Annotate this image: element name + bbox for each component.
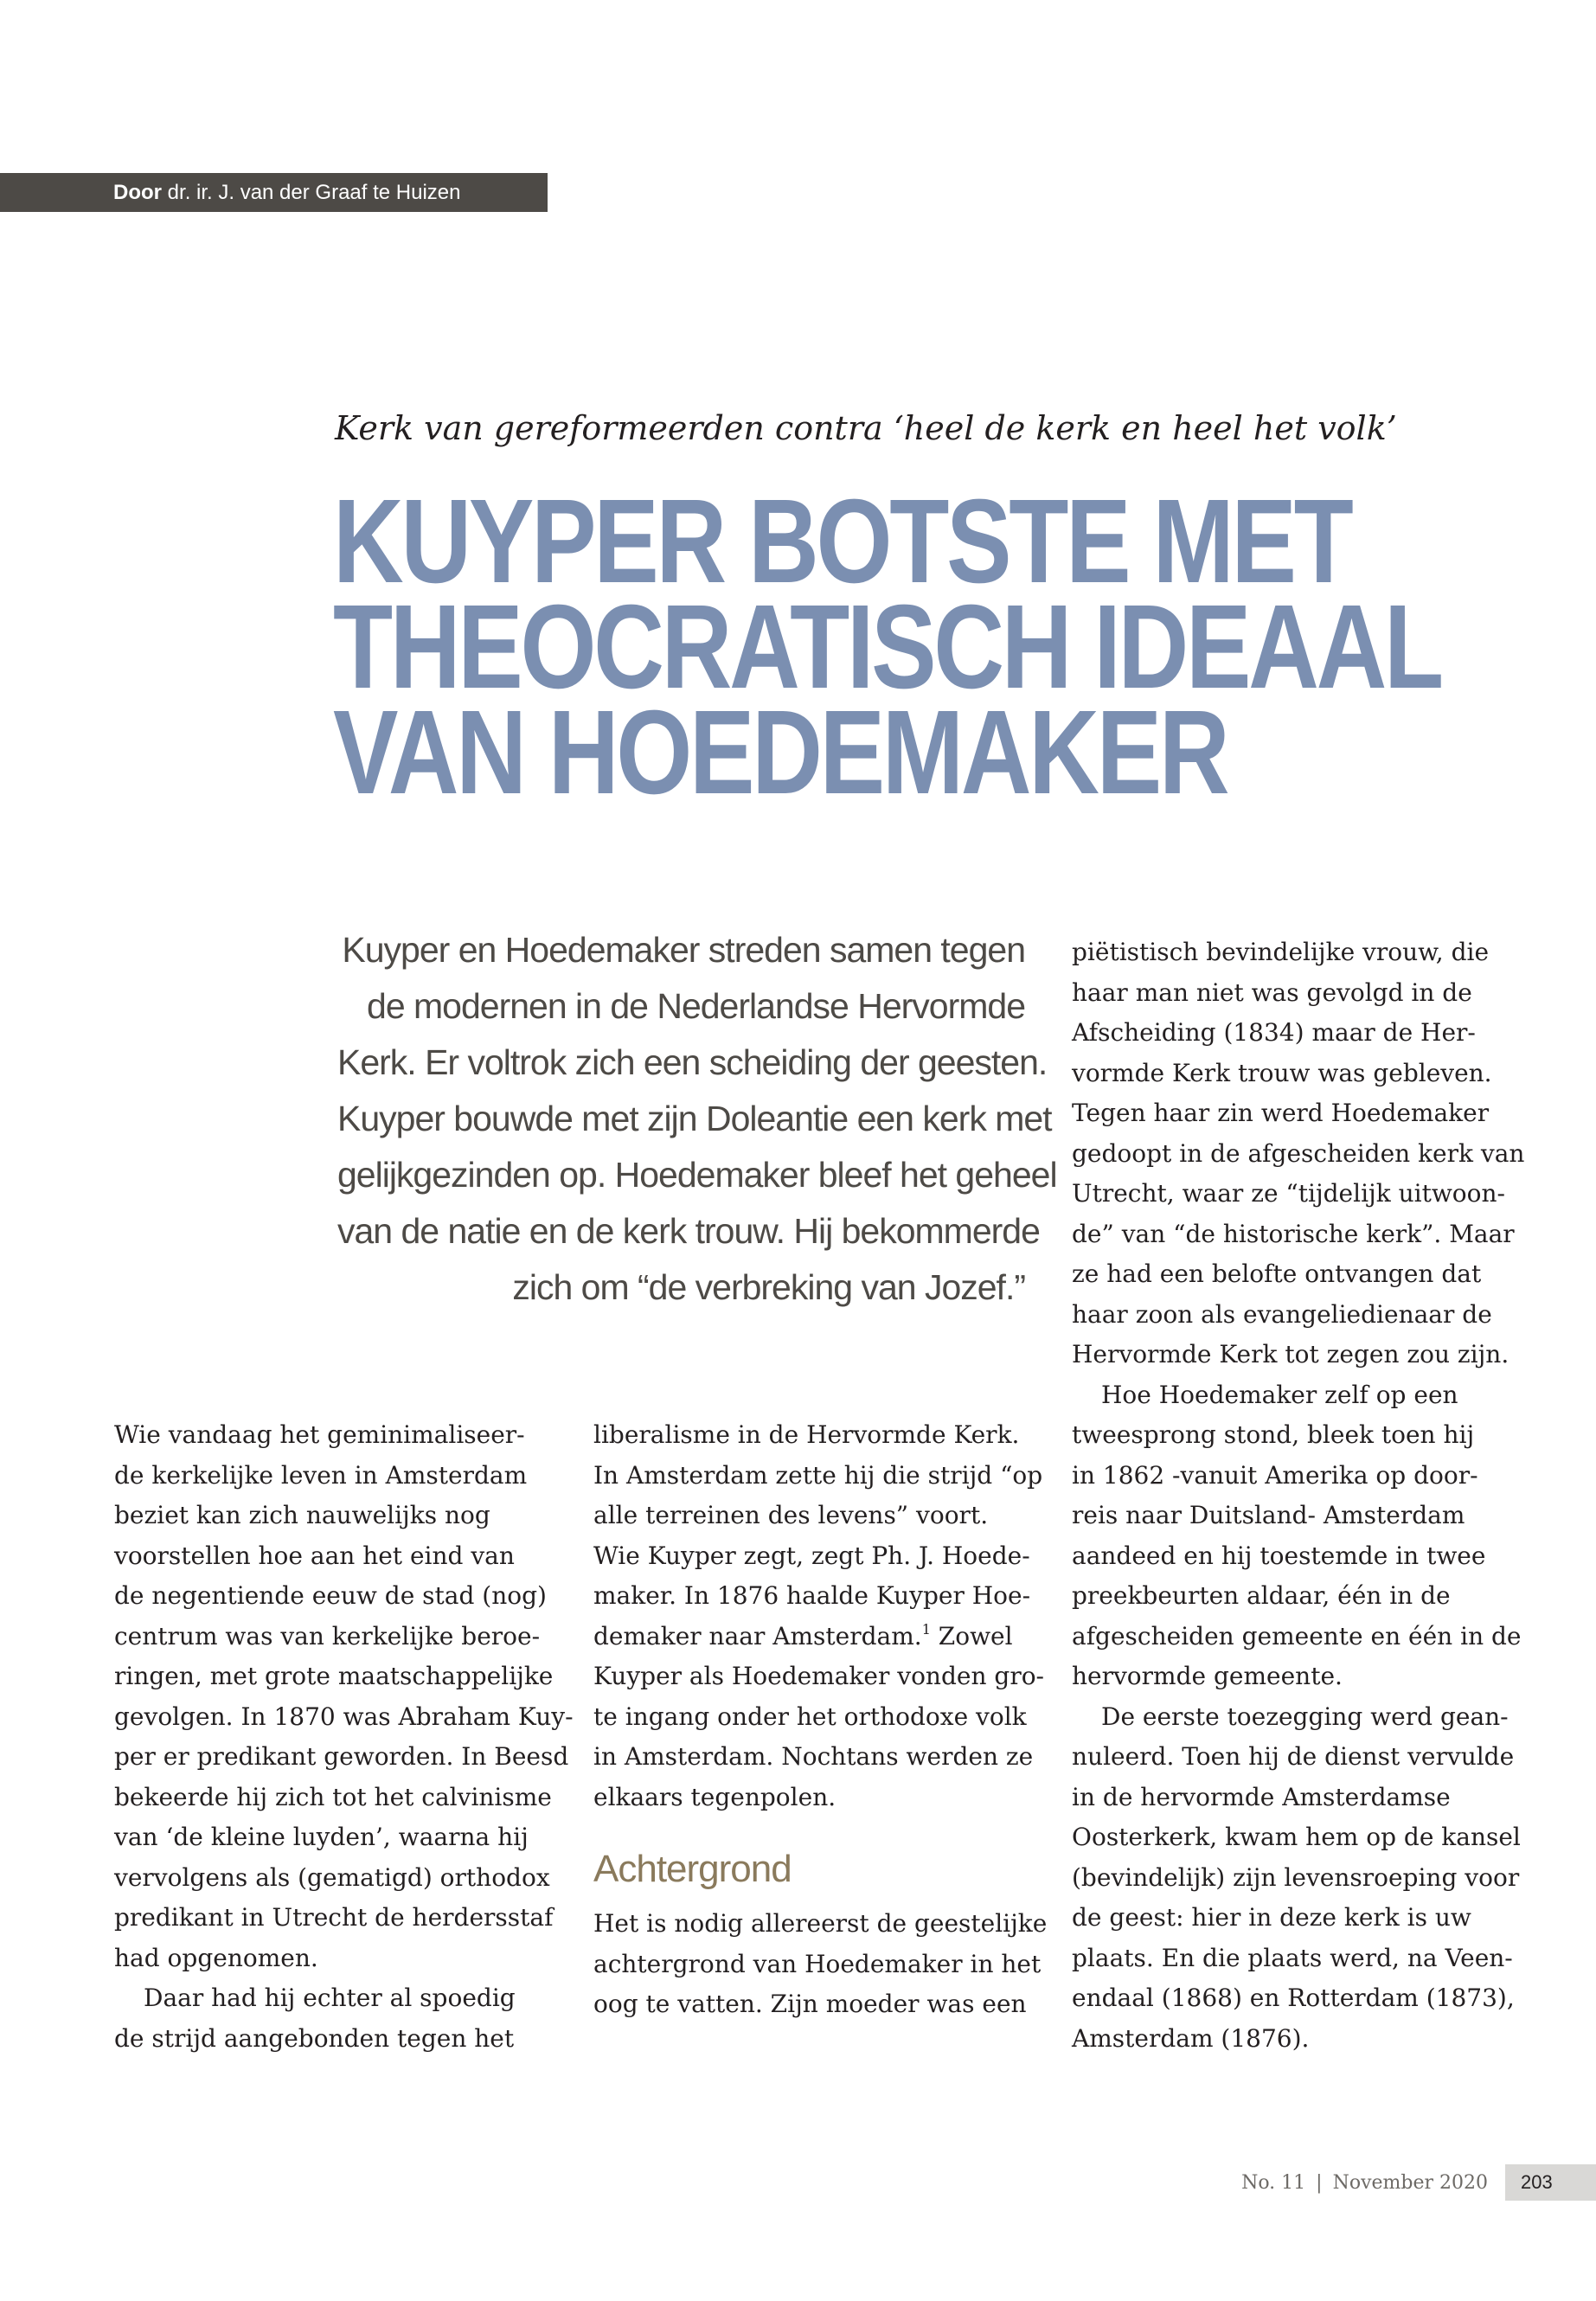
body-line: de” van “de historische kerk”. Maar <box>1072 1219 1515 1248</box>
intro-line: Kerk. Er voltrok zich een scheiding der geesten. <box>337 1042 1048 1082</box>
body-line: gedoopt in de afgescheiden kerk van <box>1072 1138 1525 1168</box>
body-line: reis naar Duitsland- Amsterdam <box>1072 1501 1465 1529</box>
body-column-1 <box>114 1415 574 2059</box>
body-line: vormde Kerk trouw was gebleven. <box>1072 1058 1492 1087</box>
body-column-3 <box>1072 933 1525 2059</box>
body-line: vervolgens als (gematigd) orthodox <box>114 1862 550 1892</box>
body-line: piëtistisch bevindelijke vrouw, die <box>1072 938 1490 966</box>
body-line: Daar had hij echter al spoedig <box>144 1984 516 2012</box>
body-line: aandeed en hij toestemde in twee <box>1072 1541 1486 1570</box>
headline-line: KUYPER BOTSTE MET <box>333 475 1351 608</box>
page-footer <box>1241 2164 1596 2201</box>
body-line: gevolgen. In 1870 was Abraham Kuy- <box>114 1702 574 1731</box>
intro-line: zich om “de verbreking van Jozef.” <box>512 1267 1025 1307</box>
body-line: had opgenomen. <box>114 1943 318 1972</box>
body-line <box>593 1617 1026 1657</box>
body-line: Afscheiding (1834) maar de Her- <box>1072 1018 1476 1047</box>
body-line: De eerste toezegging werd gean- <box>1101 1702 1509 1731</box>
body-line: per er predikant geworden. In Beesd <box>114 1742 569 1771</box>
body-line: Kuyper als Hoedemaker vonden gro- <box>593 1662 1045 1690</box>
body-text: demaker naar Amsterdam. <box>593 1621 922 1650</box>
body-line: ze had een belofte ontvangen dat <box>1072 1259 1482 1288</box>
body-line: plaats. En die plaats werd, na Veen- <box>1072 1943 1513 1972</box>
headline-line: VAN HOEDEMAKER <box>333 686 1227 819</box>
body-line: alle terreinen des levens” voort. <box>593 1501 989 1529</box>
body-line: liberalisme in de Hervormde Kerk. <box>593 1420 1020 1449</box>
body-line: elkaars tegenpolen. <box>593 1782 836 1811</box>
intro-line: van de natie en de kerk trouw. Hij bekommerde <box>337 1211 1040 1251</box>
article-kicker: Kerk van gereformeerden contra ‘heel de kerk en heel het volk’ <box>335 409 1397 447</box>
page-number: 203 <box>1505 2164 1596 2201</box>
body-line: beziet kan zich nauwelijks nog <box>114 1501 490 1529</box>
body-line: in 1862 -vanuit Amerika op door- <box>1072 1460 1478 1490</box>
body-line: de geest: hier in deze kerk is uw <box>1072 1903 1471 1932</box>
author-byline <box>0 173 548 212</box>
body-line: Wie Kuyper zegt, zegt Ph. J. Hoede- <box>593 1541 1030 1570</box>
body-line: centrum was van kerkelijke beroe- <box>114 1621 541 1650</box>
body-line: hervormde gemeente. <box>1072 1662 1343 1690</box>
body-line: nuleerd. Toen hij de dienst vervulde <box>1072 1742 1515 1771</box>
body-line: in Amsterdam. Nochtans werden ze <box>593 1742 1034 1771</box>
body-line: Hervormde Kerk tot zegen zou zijn. <box>1072 1340 1509 1368</box>
body-line: van ‘de kleine luyden’, waarna hij <box>114 1823 529 1851</box>
intro-line: Kuyper bouwde met zijn Doleantie een kerk met <box>337 1099 1052 1138</box>
body-line: Amsterdam (1876). <box>1072 2023 1310 2053</box>
body-line: de kerkelijke leven in Amsterdam <box>114 1460 528 1490</box>
body-line: in de hervormde Amsterdamse <box>1072 1782 1451 1811</box>
body-line: In Amsterdam zette hij die strijd “op <box>593 1460 1043 1490</box>
body-line: Het is nodig allereerst de geestelijke <box>593 1909 1048 1938</box>
headline-line: THEOCRATISCH IDEAAL <box>333 580 1441 714</box>
body-line: Utrecht, waar ze “tijdelijk uitwoon- <box>1072 1179 1506 1208</box>
body-line: bekeerde hij zich tot het calvinisme <box>114 1782 552 1811</box>
body-line: Wie vandaag het geminimaliseer- <box>114 1420 525 1449</box>
body-line: Oosterkerk, kwam hem op de kansel <box>1072 1823 1521 1851</box>
intro-line: de modernen in de Nederlandse Hervormde <box>367 986 1025 1026</box>
issue-number: No. 11 <box>1241 2171 1306 2194</box>
body-line: predikant in Utrecht de herdersstaf <box>114 1903 554 1932</box>
issue-date: November 2020 <box>1332 2171 1488 2194</box>
footnote-marker[interactable]: 1 <box>921 1620 931 1638</box>
body-line: tweesprong stond, bleek toen hij <box>1072 1420 1475 1449</box>
body-line: Hoe Hoedemaker zelf op een <box>1101 1380 1458 1409</box>
intro-line: gelijkgezinden op. Hoedemaker bleef het geheel <box>337 1155 1057 1195</box>
body-text: Zowel <box>930 1621 1013 1650</box>
article-intro <box>337 922 1057 1316</box>
body-line: de negentiende eeuw de stad (nog) <box>114 1581 547 1610</box>
body-line: te ingang onder het orthodoxe volk <box>593 1702 1027 1731</box>
issue-info <box>1241 2172 1488 2194</box>
body-line: achtergrond van Hoedemaker in het <box>593 1949 1042 1978</box>
body-line: haar man niet was gevolgd in de <box>1072 977 1472 1007</box>
intro-line: Kuyper en Hoedemaker streden samen tegen <box>342 930 1025 970</box>
body-line: oog te vatten. Zijn moeder was een <box>593 1990 1027 2018</box>
body-line: Tegen haar zin werd Hoedemaker <box>1072 1099 1490 1127</box>
body-line: ringen, met grote maatschappelijke <box>114 1662 554 1690</box>
author-prefix: Door <box>113 181 162 204</box>
body-line: maker. In 1876 haalde Kuyper Hoe- <box>593 1581 1031 1610</box>
author-name: dr. ir. J. van der Graaf te Huizen <box>167 181 461 204</box>
body-column-2 <box>593 1415 1048 2025</box>
body-line: endaal (1868) en Rotterdam (1873), <box>1072 1984 1515 2012</box>
body-line: de strijd aangebonden tegen het <box>114 2023 515 2053</box>
body-line: haar zoon als evangeliedienaar de <box>1072 1299 1492 1329</box>
body-line: voorstellen hoe aan het eind van <box>114 1541 515 1570</box>
body-line: (bevindelijk) zijn levensroeping voor <box>1072 1862 1520 1892</box>
body-line: afgescheiden gemeente en één in de <box>1072 1621 1522 1650</box>
article-headline <box>333 475 1441 819</box>
body-line: preekbeurten aldaar, één in de <box>1072 1581 1451 1610</box>
section-heading: Achtergrond <box>593 1848 792 1890</box>
footer-separator: | <box>1316 2171 1323 2194</box>
